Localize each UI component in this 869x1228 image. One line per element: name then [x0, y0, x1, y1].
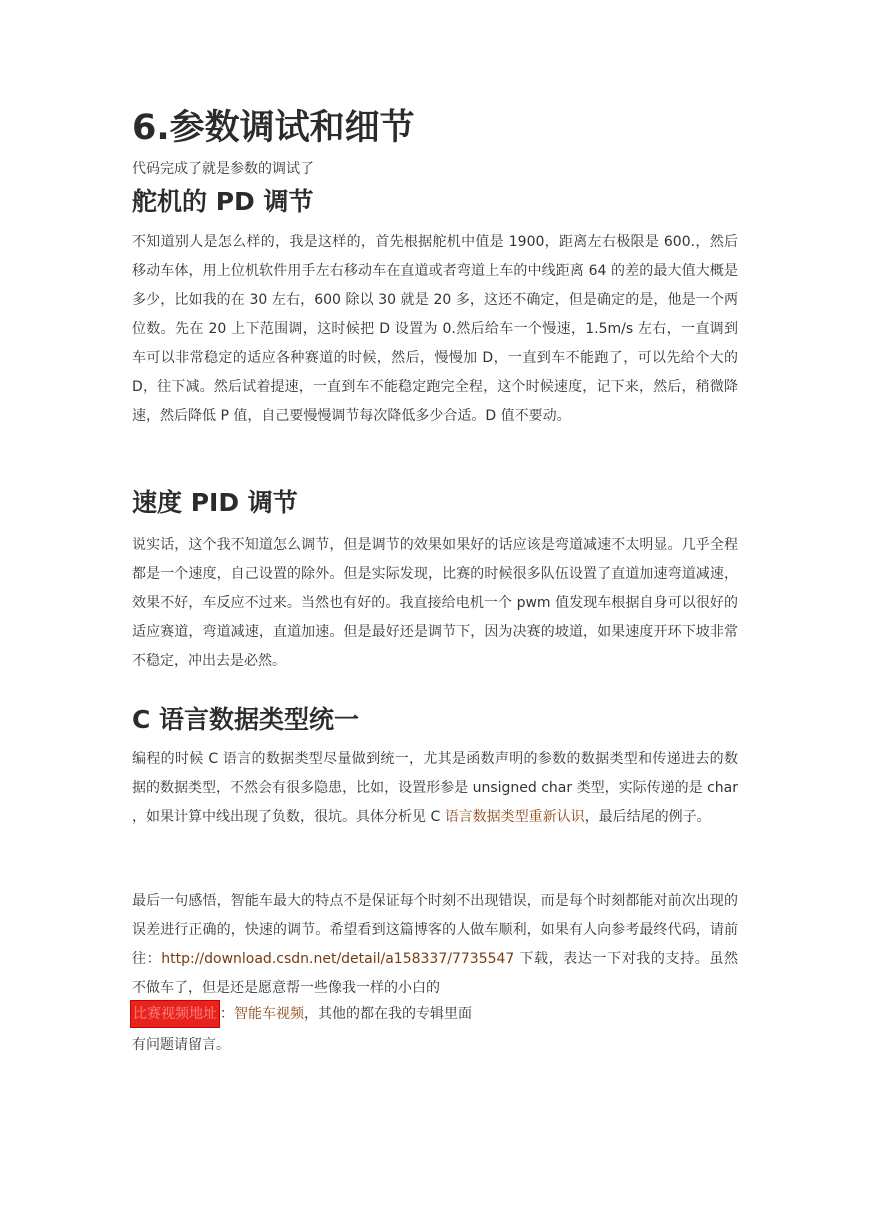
video-label-highlight: 比赛视频地址: [130, 1000, 220, 1028]
closing-text-after: 下载，表达一下对我的支持。虽然不做车了，但是还是愿意帮一些像我一样的小白的: [132, 951, 739, 996]
page-title: 6.参数调试和细节: [132, 108, 415, 148]
section-body-servo-pd: 不知道别人是怎么样的，我是这样的，首先根据舵机中值是 1900，距离左右极限是 600.，然后移动车体，用上位机软件用手左右移动车在直道或者弯道上车的中线距离 64 的差的最大值大概是多少，比如我的在 30 左右，600 除以 30 就是 20 多，这还不确定，但是确定的是，他是一个两位数。先在 20 上下范围调，这时候把 D 设置为 0.然后给车一个慢速，1.5m/s 左右，一直调到车可以非常稳定的适应各种赛道的时候，然后，慢慢加 D，一直到车不能跑了，可以先给个大的 D，往下减。然后试着提速，一直到车不能稳定跑完全程，这个时候速度，记下来，然后，稍微降速，然后降低 P 值，自己要慢慢调节每次降低多少合适。D 值不要动。: [132, 234, 738, 424]
download-link[interactable]: http://download.csdn.net/detail/a158337/7735547: [161, 951, 515, 967]
c-types-text-before: 编程的时候 C 语言的数据类型尽量做到统一，尤其是函数声明的参数的数据类型和传递进去的数据的数据类型，不然会有很多隐患，比如，设置形参是 unsigned char 类型，实际传递的是 char ，如果计算中线出现了负数，很坑。具体分析见 C: [132, 751, 738, 825]
c-types-article-link[interactable]: 语言数据类型重新认识: [444, 809, 585, 825]
video-text-after: ，其他的都在我的专辑里面: [304, 1006, 472, 1022]
video-colon: ：: [220, 1006, 234, 1022]
video-link[interactable]: 智能车视频: [234, 1006, 304, 1022]
closing-text-before: 最后一句感悟，智能车最大的特点不是保证每个时刻不出现错误，而是每个时刻都能对前次出现的误差进行正确的，快速的调节。希望看到这篇博客的人做车顺利，如果有人向参考最终代码，请前往：: [132, 893, 738, 967]
video-line: [130, 1000, 472, 1028]
section-heading-servo-pd: 舵机的 PD 调节: [132, 187, 314, 216]
section-body-c-types: [132, 745, 738, 832]
page-subtitle: 代码完成了就是参数的调试了: [132, 161, 314, 177]
c-types-text-after: ，最后结尾的例子。: [584, 809, 711, 825]
closing-paragraph: [132, 887, 738, 1003]
closing-last-line: 有问题请留言。: [132, 1037, 230, 1053]
section-heading-c-types: C 语言数据类型统一: [132, 705, 360, 734]
section-body-speed-pid: 说实话，这个我不知道怎么调节，但是调节的效果如果好的话应该是弯道减速不太明显。几乎全程都是一个速度，自己设置的除外。但是实际发现，比赛的时候很多队伍设置了直道加速弯道减速，效果不好，车反应不过来。当然也有好的。我直接给电机一个 pwm 值发现车根据自身可以很好的适应赛道，弯道减速，直道加速。但是最好还是调节下，因为决赛的坡道，如果速度开环下坡非常不稳定，冲出去是必然。: [132, 537, 738, 669]
section-heading-speed-pid: 速度 PID 调节: [132, 488, 298, 517]
